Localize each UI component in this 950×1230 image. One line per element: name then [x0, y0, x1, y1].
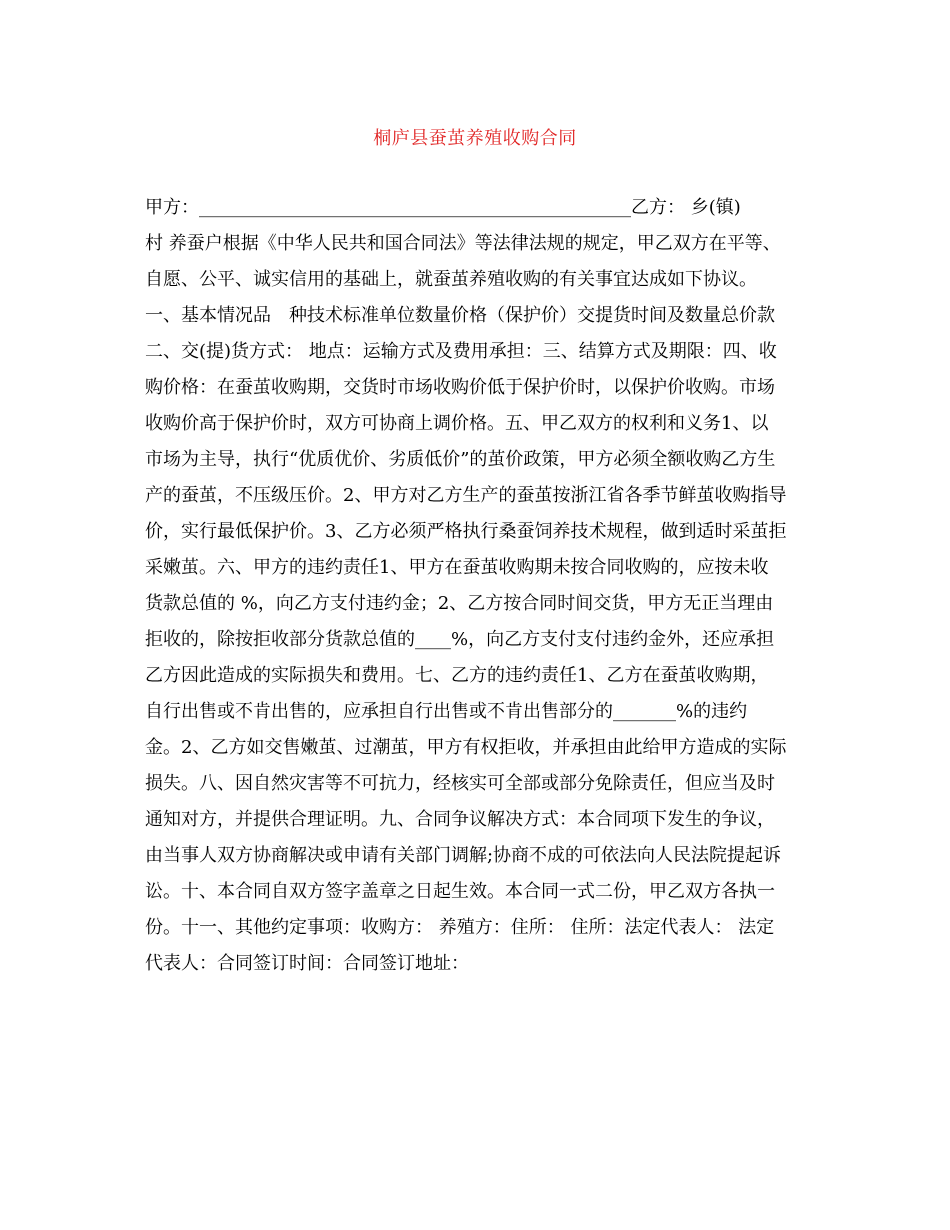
body-line-18: 通知对方，并提供合理证明。九、合同争议解决方式：本合同项下发生的争议，: [145, 809, 775, 830]
body-line-12: 货款总值的 %，向乙方支付违约金；2、乙方按合同时间交货，甲方无正当理由: [145, 593, 774, 614]
body-line-9: 产的蚕茧，不压级压价。2、甲方对乙方生产的蚕茧按浙江省各季节鲜茧收购指导: [145, 485, 787, 506]
body-line-3: 自愿、公平、诚实信用的基础上，就蚕茧养殖收购的有关事宜达成如下协议。: [145, 269, 757, 290]
body-line-15: 自行出售或不肯出售的，应承担自行出售或不肯出售部分的_______%的违约: [145, 701, 748, 722]
body-line-20: 讼。十、本合同自双方签字盖章之日起生效。本合同一式二份，甲乙双方各执一: [145, 881, 775, 902]
body-line-11: 采嫩茧。六、甲方的违约责任1、甲方在蚕茧收购期未按合同收购的，应按未收: [145, 557, 769, 578]
body-line-2: 村 养蚕户根据《中华人民共和国合同法》等法律法规的规定，甲乙双方在平等、: [145, 233, 781, 254]
body-line-22: 代表人：合同签订时间：合同签订地址：: [145, 953, 469, 974]
body-line-16: 金。2、乙方如交售嫩茧、过潮茧，甲方有权拒收，并承担由此给甲方造成的实际: [145, 737, 787, 758]
body-line-19: 由当事人双方协商解决或申请有关部门调解;协商不成的可依法向人民法院提起诉: [145, 845, 782, 866]
body-line-6: 购价格：在蚕茧收购期，交货时市场收购价低于保护价时，以保护价收购。市场: [145, 377, 775, 398]
body-line-5: 二、交(提)货方式： 地点：运输方式及费用承担：三、结算方式及期限：四、收: [145, 341, 777, 362]
body-line-1: 甲方：________________________________________________乙方： 乡(镇): [145, 197, 741, 218]
body-line-10: 价，实行最低保护价。3、乙方必须严格执行桑蚕饲养技术规程，做到适时采茧拒: [145, 521, 787, 542]
body-line-21: 份。十一、其他约定事项：收购方： 养殖方：住所： 住所：法定代表人： 法定: [145, 917, 775, 938]
body-line-4: 一、基本情况品 种技术标准单位数量价格（保护价）交提货时间及数量总价款: [145, 305, 775, 326]
body-line-7: 收购价高于保护价时，双方可协商上调价格。五、甲乙双方的权利和义务1、以: [145, 413, 769, 434]
document-title: 桐庐县蚕茧养殖收购合同: [373, 128, 577, 149]
body-line-17: 损失。八、因自然灾害等不可抗力，经核实可全部或部分免除责任，但应当及时: [145, 773, 775, 794]
body-line-8: 市场为主导，执行“优质优价、劣质低价”的茧价政策，甲方必须全额收购乙方生: [145, 449, 776, 470]
body-line-14: 乙方因此造成的实际损失和费用。七、乙方的违约责任1、乙方在蚕茧收购期，: [145, 665, 769, 686]
body-line-13: 拒收的，除按拒收部分货款总值的____%，向乙方支付支付违约金外，还应承担: [145, 629, 775, 650]
